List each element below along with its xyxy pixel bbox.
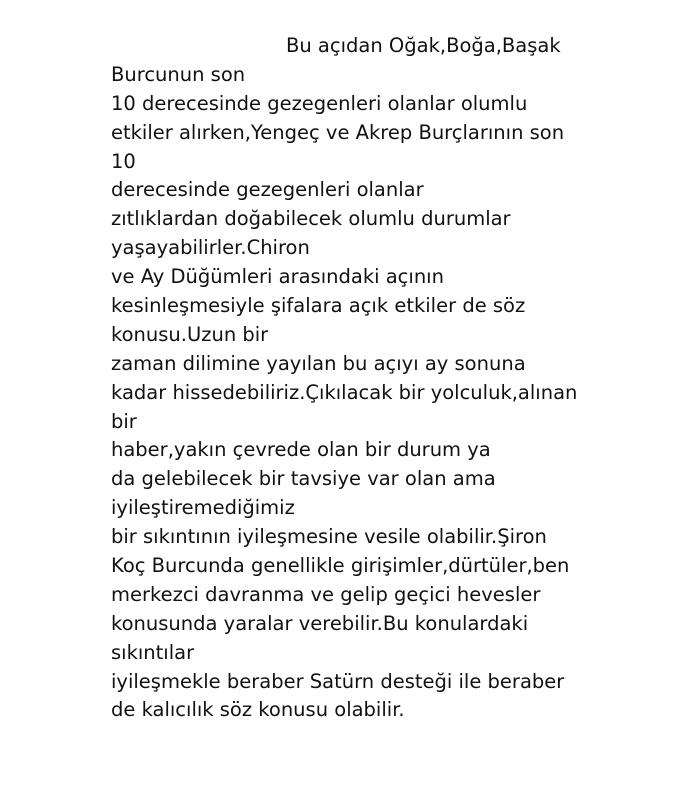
text-line: bir <box>111 409 137 433</box>
text-line: derecesinde gezegenleri olanlar <box>111 178 424 202</box>
text-line: merkezci davranma ve gelip geçici hevesler <box>111 582 541 606</box>
text-line: etkiler alırken,Yengeç ve Akrep Burçlarının son <box>111 120 565 144</box>
text-line: de kalıcılık söz konusu olabilir. <box>111 698 405 722</box>
text-line: 10 derecesinde gezegenleri olanlar olumlu <box>111 91 528 115</box>
text-line: kadar hissedebiliriz.Çıkılacak bir yolculuk,alınan <box>111 380 578 404</box>
body-text <box>111 32 691 725</box>
text-line: sıkıntılar <box>111 640 195 664</box>
text-line: Bu açıdan Oğak,Boğa,Başak <box>286 34 561 57</box>
text-line: konusu.Uzun bir <box>111 322 269 346</box>
text-line: 10 <box>111 149 136 173</box>
text-line: da gelebilecek bir tavsiye var olan ama <box>111 467 496 491</box>
text-line: Koç Burcunda genellikle girişimler,dürtüler,ben <box>111 554 570 578</box>
text-line: Burcunun son <box>111 62 246 86</box>
text-line: konusunda yaralar verebilir.Bu konulardaki <box>111 611 529 635</box>
text-line: iyileşmekle beraber Satürn desteği ile beraber <box>111 669 565 693</box>
text-line: zıtlıklardan doğabilecek olumlu durumlar <box>111 207 511 231</box>
text-line: yaşayabilirler.Chiron <box>111 236 310 260</box>
text-line: kesinleşmesiyle şifalara açık etkiler de söz <box>111 294 526 318</box>
text-line: ve Ay Düğümleri arasındaki açının <box>111 265 444 289</box>
text-line: haber,yakın çevrede olan bir durum ya <box>111 438 491 462</box>
text-line: zaman dilimine yayılan bu açıyı ay sonuna <box>111 351 526 375</box>
text-line: bir sıkıntının iyileşmesine vesile olabilir.Şiron <box>111 525 547 549</box>
text-line: iyileştiremediğimiz <box>111 496 295 520</box>
